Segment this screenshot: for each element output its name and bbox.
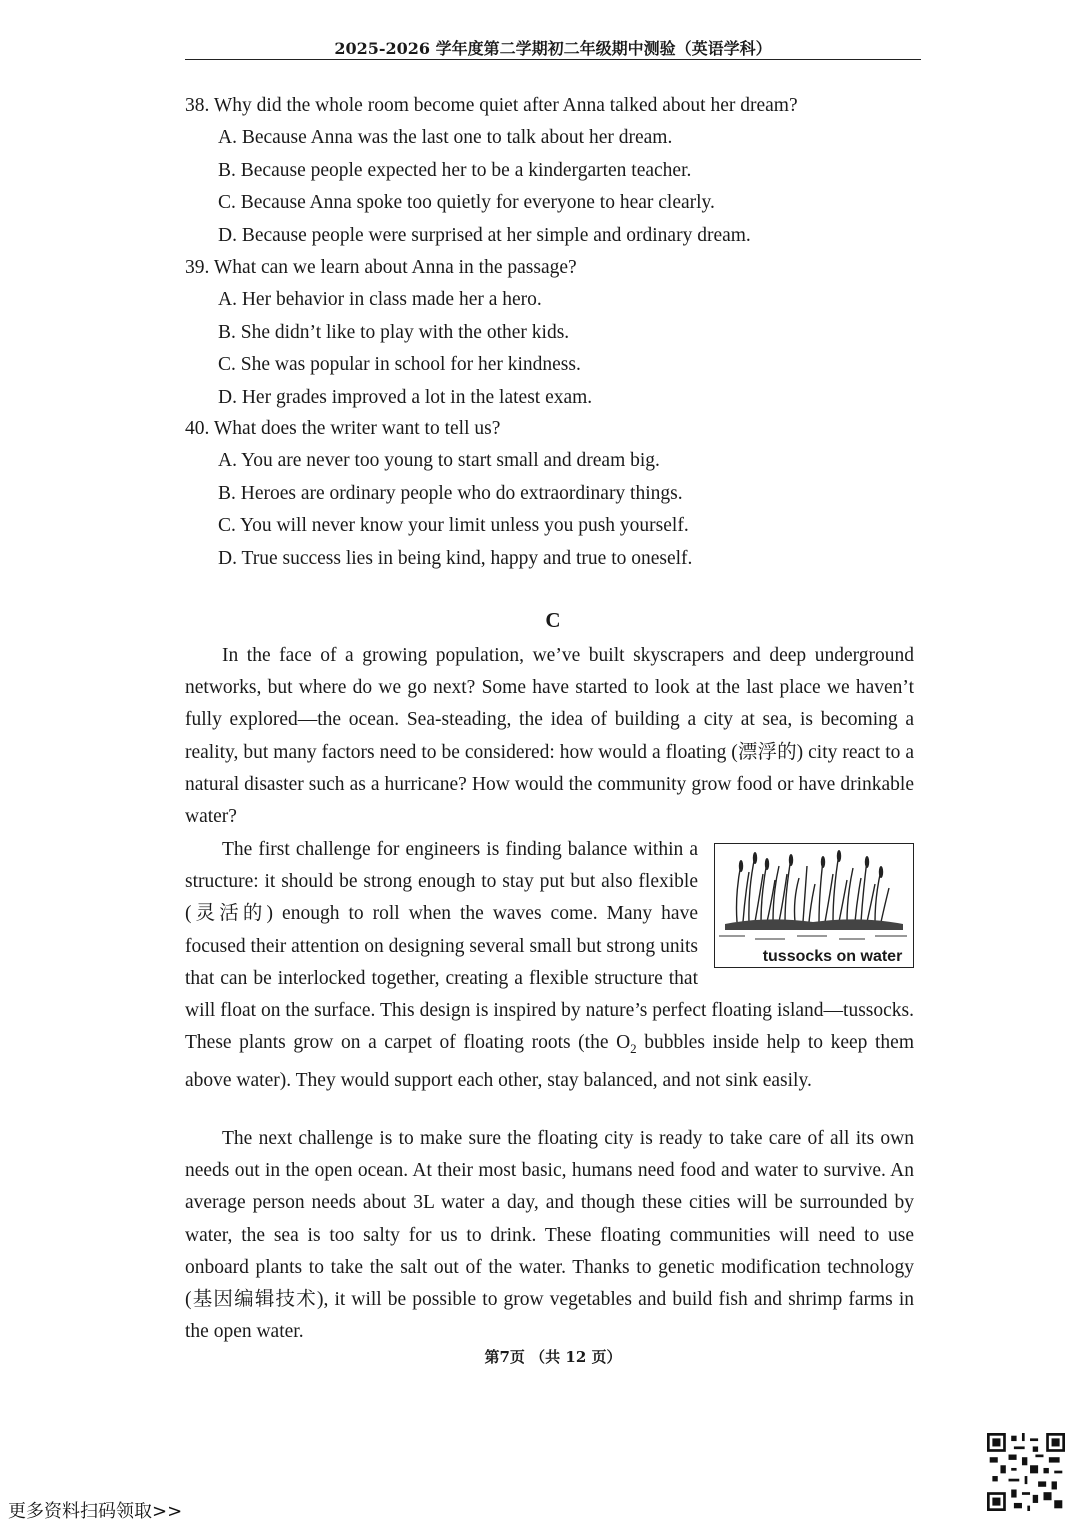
tussocks-figure [714, 843, 914, 968]
option-a: A. Because Anna was the last one to talk about her dream. [218, 127, 673, 149]
option-b: B. Heroes are ordinary people who do extraordinary things. [218, 482, 683, 504]
option-a: A. You are never too young to start small and dream big. [218, 450, 660, 472]
exam-header-title: 2025-2026 学年度第二学期初二年级期中测验（英语学科） [334, 39, 772, 58]
question-39 [185, 252, 921, 414]
question-38 [185, 90, 921, 252]
option-c: C. You will never know your limit unless you push yourself. [218, 515, 689, 537]
tussocks-illustration [715, 844, 912, 944]
passage-paragraph-2 [185, 834, 914, 1098]
paragraph-2-text-b: bubbles inside help to keep them above water). They would support each other, stay balanced, and not sink easily. [185, 1032, 914, 1092]
qr-code-icon[interactable] [987, 1433, 1065, 1511]
paragraph-2-text-a: The first challenge for engineers is finding balance within a structure: it should be strong enough to stay put but also flexible (灵活的) enough to roll when the waves come. Many have focused their attention on designing several small but strong units that can be interlocked together, creating a flexible structure that will float on the surface. This design is inspired by nature’s perfect floating island—tussocks. These plants grow on a carpet of floating roots (the O [185, 839, 914, 1054]
option-b: B. Because people expected her to be a kindergarten teacher. [218, 159, 692, 181]
option-d: D. Her grades improved a lot in the latest exam. [218, 386, 593, 408]
option-c: C. Because Anna spoke too quietly for everyone to hear clearly. [218, 192, 715, 214]
question-stem: 38. Why did the whole room become quiet after Anna talked about her dream? [185, 95, 798, 116]
header-divider [185, 59, 921, 60]
question-stem: 39. What can we learn about Anna in the passage? [185, 257, 577, 278]
section-heading: C [545, 608, 561, 632]
passage-paragraph-3: The next challenge is to make sure the floating city is ready to take care of all its own needs out in the open ocean. At their most basic, humans need food and water to survive. An average person needs about 3L water a day, and though these cities will be surrounded by water, the sea is too salty for us to drink. These floating communities will need to use onboard plants to take the salt out of the water. Thanks to genetic modification technology (基因编辑技术), it will be possible to grow vegetables and build fish and shrimp farms in the open water. [185, 1128, 914, 1343]
page-number: 第7页 （共 12 页） [484, 1348, 622, 1366]
question-stem: 40. What does the writer want to tell us? [185, 418, 501, 439]
option-d: D. True success lies in being kind, happy and true to oneself. [218, 547, 693, 569]
passage-paragraph-1: In the face of a growing population, we’ve built skyscrapers and deep underground networks, but where do we go next? Some have started to look at the last place we haven’t fully explored—the ocean. Sea-steading, the idea of building a city at sea, is becoming a reality, but many factors need to be considered: how would a floating (漂浮的) city react to a natural disaster such as a hurricane? How would the community grow food or have drinkable water? [185, 645, 914, 828]
figure-caption: tussocks on water [762, 948, 903, 965]
footer-promo-text[interactable]: 更多资料扫码领取>> [8, 1501, 183, 1522]
option-c: C. She was popular in school for her kindness. [218, 354, 581, 376]
option-d: D. Because people were surprised at her simple and ordinary dream. [218, 224, 751, 246]
question-40 [185, 413, 921, 575]
option-b: B. She didn’t like to play with the other kids. [218, 321, 570, 343]
option-a: A. Her behavior in class made her a hero. [218, 289, 542, 311]
subscript-2: 2 [630, 1041, 637, 1057]
